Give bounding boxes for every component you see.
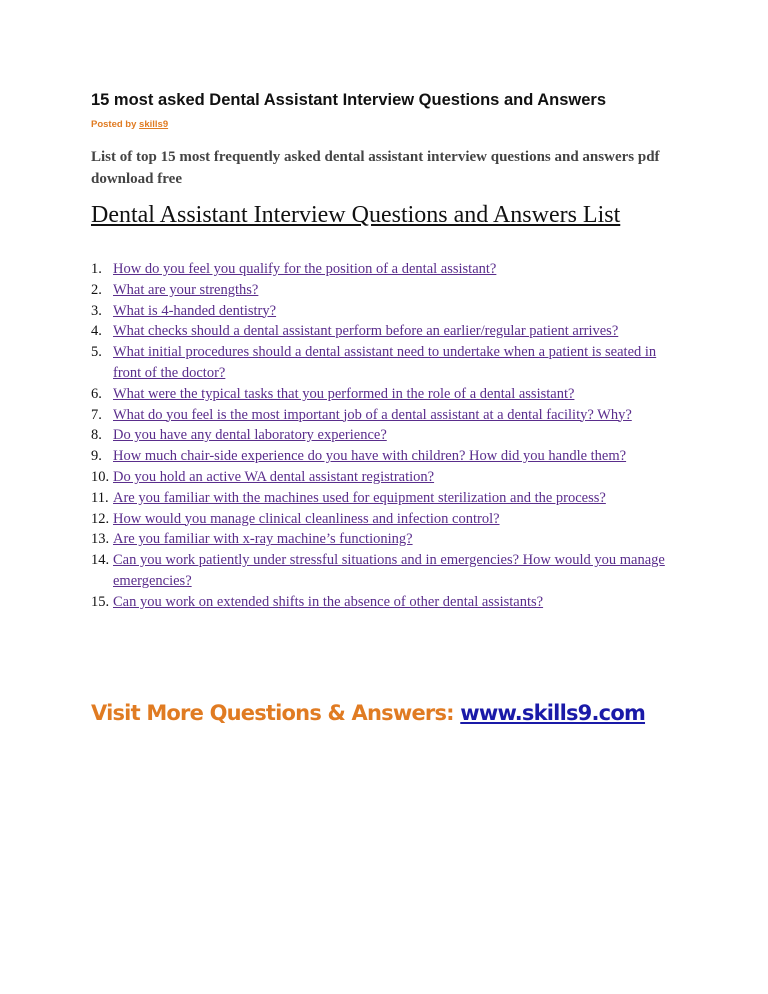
question-link[interactable]: What is 4-handed dentistry?: [113, 302, 277, 319]
question-list: [91, 259, 691, 613]
visit-label: Visit More Questions & Answers:: [91, 701, 454, 725]
posted-by: [91, 119, 168, 130]
list-item: [91, 280, 691, 301]
list-item: [91, 384, 691, 405]
item-number: 4.: [91, 323, 102, 340]
list-item: [91, 488, 691, 509]
list-item: [91, 529, 691, 550]
item-number: 1.: [91, 261, 102, 277]
question-link[interactable]: What do you feel is the most important job of a dental assistant at a dental facility? Why?: [113, 406, 632, 423]
item-number: 8.: [91, 427, 102, 444]
question-link[interactable]: What were the typical tasks that you performed in the role of a dental assistant?: [113, 385, 575, 402]
list-item: [91, 550, 691, 592]
author-link[interactable]: skills9: [139, 119, 169, 130]
list-item: [91, 301, 691, 322]
item-number: 15.: [91, 593, 110, 610]
list-item: [91, 425, 691, 446]
question-link[interactable]: What checks should a dental assistant perform before an earlier/regular patient arrives?: [113, 323, 619, 340]
list-item: [91, 259, 691, 280]
question-link[interactable]: How would you manage clinical cleanliness and infection control?: [113, 510, 500, 527]
item-number: 12.: [91, 510, 110, 527]
item-number: 9.: [91, 448, 102, 465]
question-link[interactable]: What are your strengths?: [113, 281, 259, 298]
item-number: 3.: [91, 302, 102, 319]
question-link[interactable]: Can you work on extended shifts in the absence of other dental assistants?: [113, 593, 544, 610]
page-title: 15 most asked Dental Assistant Interview Questions and Answers: [91, 91, 607, 109]
list-item: [91, 405, 691, 426]
item-number: 6.: [91, 385, 102, 402]
question-link[interactable]: How do you feel you qualify for the position of a dental assistant?: [113, 261, 497, 277]
question-link[interactable]: How much chair-side experience do you have with children? How did you handle them?: [113, 448, 627, 465]
list-heading: Dental Assistant Interview Questions and Answers List: [91, 202, 621, 228]
posted-by-label: Posted by: [91, 119, 137, 130]
item-number: 14.: [91, 552, 110, 569]
question-link[interactable]: Can you work patiently under stressful situations and in emergencies? How would you manage emergencies?: [113, 552, 665, 589]
list-item: [91, 446, 691, 467]
list-item: [91, 342, 691, 384]
website-link[interactable]: www.skills9.com: [460, 701, 646, 725]
list-item: [91, 509, 691, 530]
list-item: [91, 592, 691, 613]
intro-text: List of top 15 most frequently asked dental assistant interview questions and answers pdf download free: [91, 149, 660, 187]
question-link[interactable]: Do you have any dental laboratory experience?: [113, 427, 387, 444]
question-link[interactable]: What initial procedures should a dental assistant need to undertake when a patient is seated in front of the doctor?: [113, 344, 657, 381]
list-item: [91, 467, 691, 488]
item-number: 7.: [91, 406, 102, 423]
item-number: 2.: [91, 281, 102, 298]
visit-more: [91, 701, 645, 725]
list-item: [91, 321, 691, 342]
item-number: 10.: [91, 468, 110, 485]
question-link[interactable]: Are you familiar with the machines used for equipment sterilization and the process?: [113, 489, 606, 506]
item-number: 13.: [91, 531, 110, 548]
item-number: 5.: [91, 344, 102, 361]
question-link[interactable]: Do you hold an active WA dental assistant registration?: [113, 468, 435, 485]
item-number: 11.: [91, 489, 109, 506]
question-link[interactable]: Are you familiar with x-ray machine’s functioning?: [113, 531, 413, 548]
